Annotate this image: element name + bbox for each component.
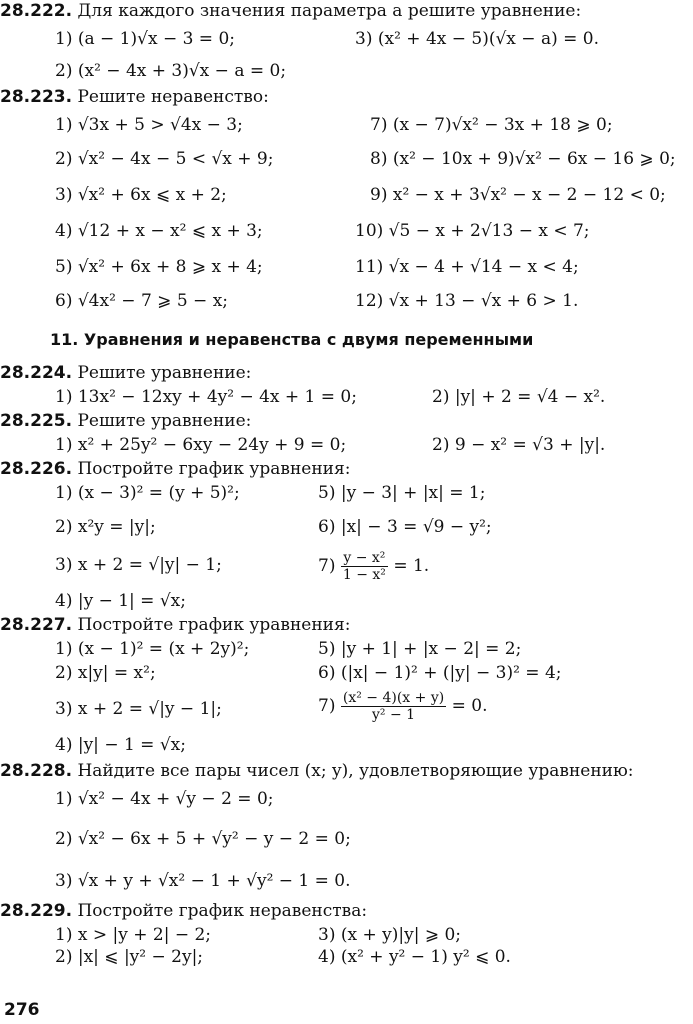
problem-number: 28.226. bbox=[0, 459, 73, 479]
problem-item: 12) √x + 13 − √x + 6 > 1. bbox=[355, 291, 579, 311]
problem-item: 9) x² − x + 3√x² − x − 2 − 12 < 0; bbox=[370, 185, 666, 205]
problem-28-226-header bbox=[0, 458, 350, 480]
problem-instruction: Решите уравнение: bbox=[77, 411, 252, 431]
problem-item: 8) (x² − 10x + 9)√x² − 6x − 16 ⩾ 0; bbox=[370, 149, 676, 169]
problem-item: 1) (x − 1)² = (x + 2y)²; bbox=[55, 639, 250, 659]
problem-number: 28.222. bbox=[0, 1, 73, 21]
problem-28-229-header bbox=[0, 900, 367, 922]
problem-item: 2) 9 − x² = √3 + |y|. bbox=[432, 435, 606, 455]
fraction-denominator: 1 − x² bbox=[342, 567, 386, 583]
problem-item: 6) (|x| − 1)² + (|y| − 3)² = 4; bbox=[318, 663, 562, 683]
fraction-tail: = 0. bbox=[451, 696, 488, 716]
problem-item: 4) |y − 1| = √x; bbox=[55, 591, 186, 611]
problem-number: 28.224. bbox=[0, 363, 73, 383]
problem-number: 28.228. bbox=[0, 761, 73, 781]
problem-28-224-header bbox=[0, 362, 251, 384]
problem-item: 3) (x + y)|y| ⩾ 0; bbox=[318, 925, 462, 945]
problem-item: 5) |y + 1| + |x − 2| = 2; bbox=[318, 639, 522, 659]
problem-instruction: Для каждого значения параметра a решите уравнение: bbox=[77, 1, 582, 21]
problem-item: 2) (x² − 4x + 3)√x − a = 0; bbox=[55, 61, 287, 81]
problem-instruction: Постройте график неравенства: bbox=[77, 901, 368, 921]
problem-item: 3) x + 2 = √|y| − 1; bbox=[55, 555, 222, 575]
problem-item: 2) |x| ⩽ |y² − 2y|; bbox=[55, 947, 204, 967]
problem-item-fraction bbox=[318, 550, 429, 583]
problem-item: 1) 13x² − 12xy + 4y² − 4x + 1 = 0; bbox=[55, 387, 357, 407]
problem-item: 3) (x² + 4x − 5)(√x − a) = 0. bbox=[355, 29, 599, 49]
problem-item: 1) √x² − 4x + √y − 2 = 0; bbox=[55, 789, 274, 809]
fraction-tail: = 1. bbox=[393, 556, 430, 576]
problem-28-225-header bbox=[0, 410, 251, 432]
problem-number: 28.227. bbox=[0, 615, 73, 635]
problem-item: 1) (x − 3)² = (y + 5)²; bbox=[55, 483, 240, 503]
page-number: 276 bbox=[4, 1000, 40, 1020]
problem-item: 4) |y| − 1 = √x; bbox=[55, 735, 186, 755]
problem-item: 10) √5 − x + 2√13 − x < 7; bbox=[355, 221, 590, 241]
problem-item: 2) |y| + 2 = √4 − x². bbox=[432, 387, 606, 407]
problem-item: 7) (x − 7)√x² − 3x + 18 ⩾ 0; bbox=[370, 115, 613, 135]
problem-28-227-header bbox=[0, 614, 350, 636]
problem-28-223-header bbox=[0, 86, 269, 108]
problem-28-228-header bbox=[0, 760, 634, 782]
fraction bbox=[341, 690, 446, 723]
problem-item: 11) √x − 4 + √14 − x < 4; bbox=[355, 257, 579, 277]
problem-item: 4) (x² + y² − 1) y² ⩽ 0. bbox=[318, 947, 511, 967]
problem-item: 5) √x² + 6x + 8 ⩾ x + 4; bbox=[55, 257, 263, 277]
problem-item: 5) |y − 3| + |x| = 1; bbox=[318, 483, 486, 503]
problem-item: 1) x² + 25y² − 6xy − 24y + 9 = 0; bbox=[55, 435, 347, 455]
problem-item: 3) √x² + 6x ⩽ x + 2; bbox=[55, 185, 227, 205]
problem-item-fraction bbox=[318, 690, 487, 723]
problem-item: 1) √3x + 5 > √4x − 3; bbox=[55, 115, 243, 135]
item-label: 7) bbox=[318, 696, 336, 716]
problem-28-222-header bbox=[0, 0, 581, 22]
problem-item: 3) x + 2 = √|y − 1|; bbox=[55, 699, 222, 719]
problem-item: 1) (a − 1)√x − 3 = 0; bbox=[55, 29, 236, 49]
problem-item: 3) √x + y + √x² − 1 + √y² − 1 = 0. bbox=[55, 871, 351, 891]
fraction-numerator: (x² − 4)(x + y) bbox=[342, 690, 445, 706]
problem-item: 6) √4x² − 7 ⩾ 5 − x; bbox=[55, 291, 229, 311]
problem-item: 2) x²y = |y|; bbox=[55, 517, 156, 537]
problem-item: 2) √x² − 6x + 5 + √y² − y − 2 = 0; bbox=[55, 829, 351, 849]
problem-instruction: Найдите все пары чисел (x; y), удовлетворяющие уравнению: bbox=[77, 761, 634, 781]
problem-item: 1) x > |y + 2| − 2; bbox=[55, 925, 212, 945]
fraction-denominator: y² − 1 bbox=[372, 707, 416, 723]
problem-number: 28.225. bbox=[0, 411, 73, 431]
problem-instruction: Решите уравнение: bbox=[77, 363, 252, 383]
problem-item: 4) √12 + x − x² ⩽ x + 3; bbox=[55, 221, 263, 241]
problem-number: 28.223. bbox=[0, 87, 73, 107]
section-title: 11. Уравнения и неравенства с двумя переменными bbox=[50, 330, 534, 349]
problem-instruction: Постройте график уравнения: bbox=[77, 459, 351, 479]
problem-instruction: Решите неравенство: bbox=[77, 87, 269, 107]
problem-item: 6) |x| − 3 = √9 − y²; bbox=[318, 517, 492, 537]
fraction-numerator: y − x² bbox=[341, 550, 388, 567]
problem-number: 28.229. bbox=[0, 901, 73, 921]
fraction bbox=[341, 550, 388, 583]
problem-instruction: Постройте график уравнения: bbox=[77, 615, 351, 635]
item-label: 7) bbox=[318, 556, 336, 576]
problem-item: 2) √x² − 4x − 5 < √x + 9; bbox=[55, 149, 274, 169]
problem-item: 2) x|y| = x²; bbox=[55, 663, 156, 683]
